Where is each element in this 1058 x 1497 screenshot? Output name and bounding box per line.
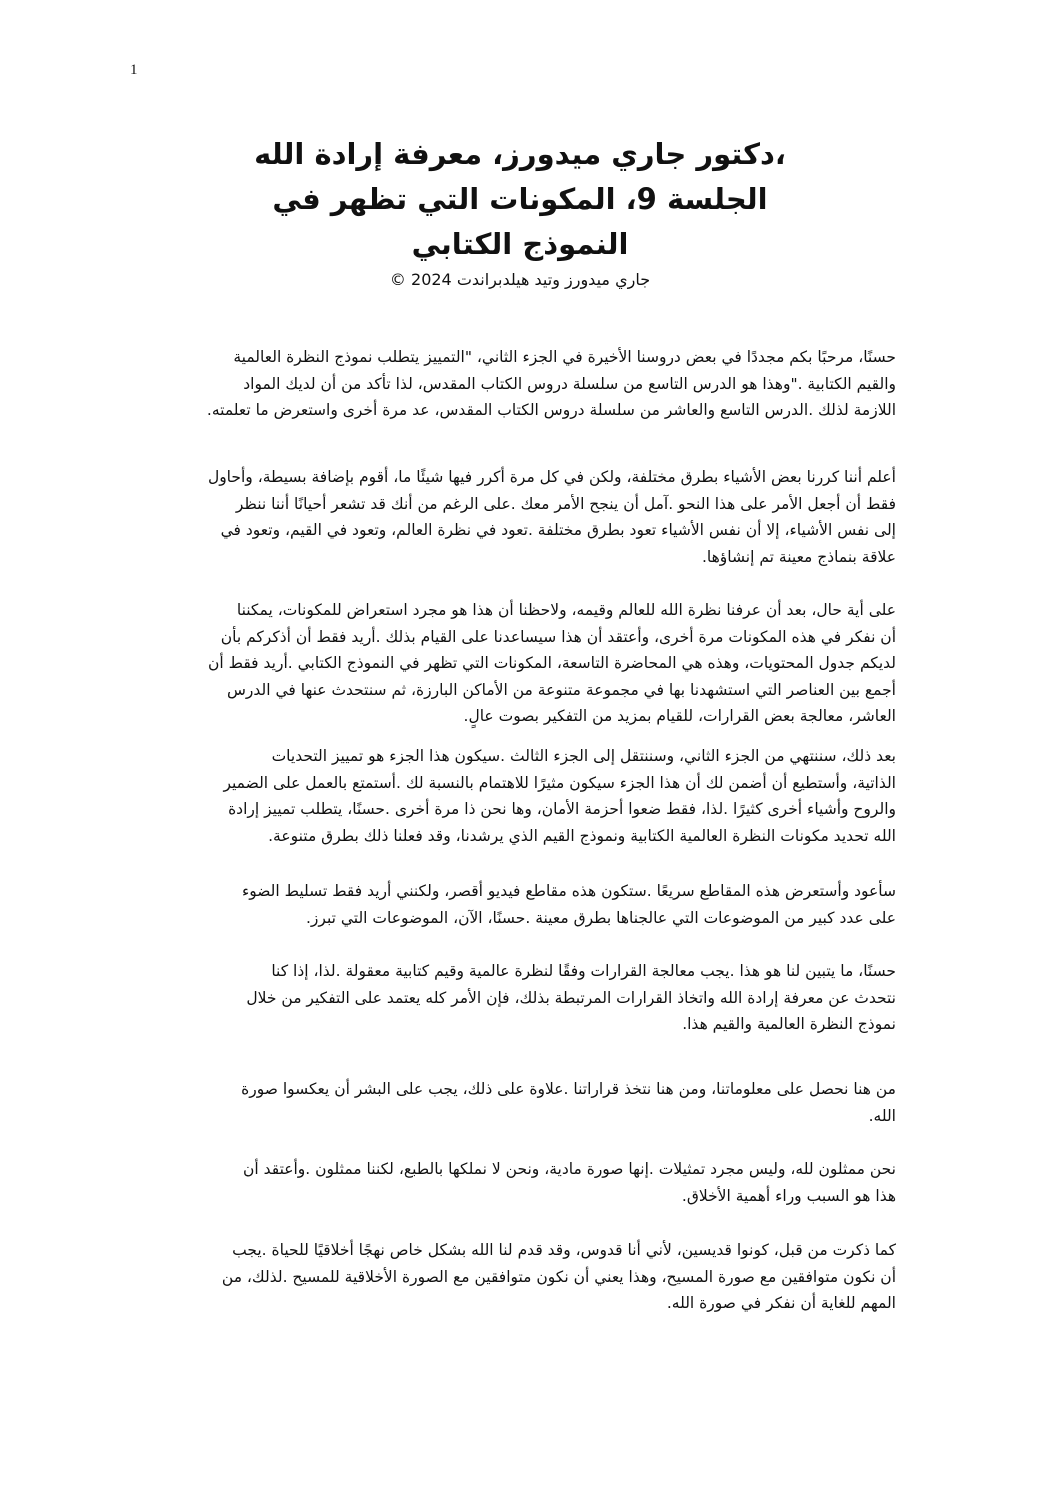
- paragraph-line: من هنا نحصل على معلوماتنا، ومن هنا نتخذ قراراتنا .علاوة على ذلك، يجب على البشر أن يعكسوا صورة: [241, 1080, 896, 1098]
- paragraph: [130, 597, 896, 730]
- paragraph-line: نموذج النظرة العالمية والقيم هذا.: [682, 1015, 896, 1034]
- paragraph-line: إلى نفس الأشياء، إلا أن نفس الأشياء تعود بطرق مختلفة .تعود في نظرة العالم، وتعود في القيم، وتعود في: [220, 521, 896, 540]
- paragraph-line: هذا هو السبب وراء أهمية الأخلاق.: [681, 1186, 896, 1205]
- paragraph: [130, 743, 896, 849]
- paragraph-line: حسنًا، مرحبًا بكم مجددًا في بعض دروسنا الأخيرة في الجزء الثاني، "التمييز يتطلب نموذج النظرة العالمية: [233, 348, 896, 366]
- paragraph-line: كما ذكرت من قبل، كونوا قديسين، لأني أنا قدوس، وقد قدم لنا الله بشكل خاص نهجًا أخلاقيًا للحياة .يجب: [232, 1241, 896, 1259]
- paragraph-line: الذاتية، وأستطيع أن أضمن لك أن هذا الجزء سيكون مثيرًا للاهتمام بالنسبة لك .أستمتع بالعمل على الضمير: [223, 773, 896, 792]
- document-title: [150, 132, 890, 267]
- paragraph-line: العاشر، معالجة بعض القرارات، للقيام بمزيد من التفكير بصوت عالٍ.: [463, 707, 896, 726]
- paragraph-line: نحن ممثلون لله، وليس مجرد تمثيلات .إنها صورة مادية، ونحن لا نملكها بالطبع، لكننا ممثلون .وأعتقد أن: [242, 1160, 896, 1178]
- paragraph: [130, 1076, 896, 1129]
- paragraph-line: سأعود وأستعرض هذه المقاطع سريعًا .ستكون هذه مقاطع فيديو أقصر، ولكنني أريد فقط تسليط الضوء: [241, 882, 896, 900]
- page-number: 1: [130, 62, 138, 78]
- paragraph-line: أن نكون متوافقين مع صورة المسيح، وهذا يعني أن نكون متوافقين مع الصورة الأخلاقية للمسيح .لذلك، من: [221, 1267, 896, 1286]
- title-line: النموذج الكتابي: [411, 227, 629, 261]
- paragraph-line: على عدد كبير من الموضوعات التي عالجناها بطرق معينة .حسنًا، الآن، الموضوعات التي تبرز.: [305, 908, 896, 927]
- paragraph: [130, 1156, 896, 1209]
- title-line: الجلسة 9، المكونات التي تظهر في: [272, 182, 768, 216]
- paragraph-line: لديكم جدول المحتويات، وهذه هي المحاضرة التاسعة، المكونات التي تظهر في النموذج الكتابي .أريد فقط أن: [208, 654, 896, 673]
- paragraph-line: والروح وأشياء أخرى كثيرًا .لذا، فقط ضعوا أحزمة الأمان، وها نحن ذا مرة أخرى .حسنًا، يتطلب تمييز إرادة: [228, 800, 896, 819]
- paragraph: [130, 958, 896, 1038]
- paragraph-line: فقط أن أجعل الأمر على هذا النحو .آمل أن ينجح الأمر معك .على الرغم من أنك قد تشعر أحيانًا أننا ننظر: [235, 494, 896, 513]
- paragraph: [130, 344, 896, 424]
- paragraph-line: بعد ذلك، سننتهي من الجزء الثاني، وسننتقل إلى الجزء الثالث .سيكون هذا الجزء هو تمييز التحديات: [271, 747, 896, 765]
- paragraph-line: أعلم أننا كررنا بعض الأشياء بطرق مختلفة، ولكن في كل مرة أكرر فيها شيئًا ما، أقوم بإضافة بسيطة، وأحاول: [207, 468, 896, 486]
- title-line: ،دكتور جاري ميدورز، معرفة إرادة الله: [254, 137, 786, 171]
- paragraph-line: نتحدث عن معرفة إرادة الله واتخاذ القرارات المرتبطة بذلك، فإن الأمر كله يعتمد على التفكير من خلال: [246, 988, 896, 1007]
- paragraph-line: اللازمة لذلك .الدرس التاسع والعاشر من سلسلة دروس الكتاب المقدس، عد مرة أخرى واستعرض ما تعلمته.: [206, 401, 896, 420]
- paragraph-line: على أية حال، بعد أن عرفنا نظرة الله للعالم وقيمه، ولاحظنا أن هذا هو مجرد استعراض للمكونات، يمكننا: [236, 601, 896, 619]
- paragraph-line: علاقة بنماذج معينة تم إنشاؤها.: [701, 547, 896, 566]
- paragraph-line: حسنًا، ما يتبين لنا هو هذا .يجب معالجة القرارات وفقًا لنظرة عالمية وقيم كتابية معقولة .لذا، إذا كنا: [271, 962, 896, 980]
- copyright-line: جاري ميدورز وتيد هيلدبراندت 2024 ©: [389, 270, 651, 289]
- paragraph-line: المهم للغاية أن نفكر في صورة الله.: [666, 1294, 896, 1313]
- paragraph: [130, 464, 896, 570]
- paragraph-line: أن نفكر في هذه المكونات مرة أخرى، وأعتقد أن هذا سيساعدنا على القيام بذلك .أريد فقط أن أذكركم بأن: [220, 627, 896, 646]
- paragraph: [130, 1237, 896, 1317]
- paragraph-line: أجمع بين العناصر التي استشهدنا بها في مجموعة متنوعة من الأماكن البارزة، ثم سنتحدث عنها في الدرس: [226, 680, 896, 699]
- paragraph-line: الله.: [868, 1106, 896, 1125]
- paragraph-line: والقيم الكتابية ."وهذا هو الدرس التاسع من سلسلة دروس الكتاب المقدس، لذا تأكد من أن لديك المواد: [243, 374, 896, 393]
- paragraph-line: الله تحديد مكونات النظرة العالمية الكتابية ونموذج القيم الذي يرشدنا، وقد فعلنا ذلك بطرق متنوعة.: [268, 826, 896, 845]
- paragraph: [130, 878, 896, 931]
